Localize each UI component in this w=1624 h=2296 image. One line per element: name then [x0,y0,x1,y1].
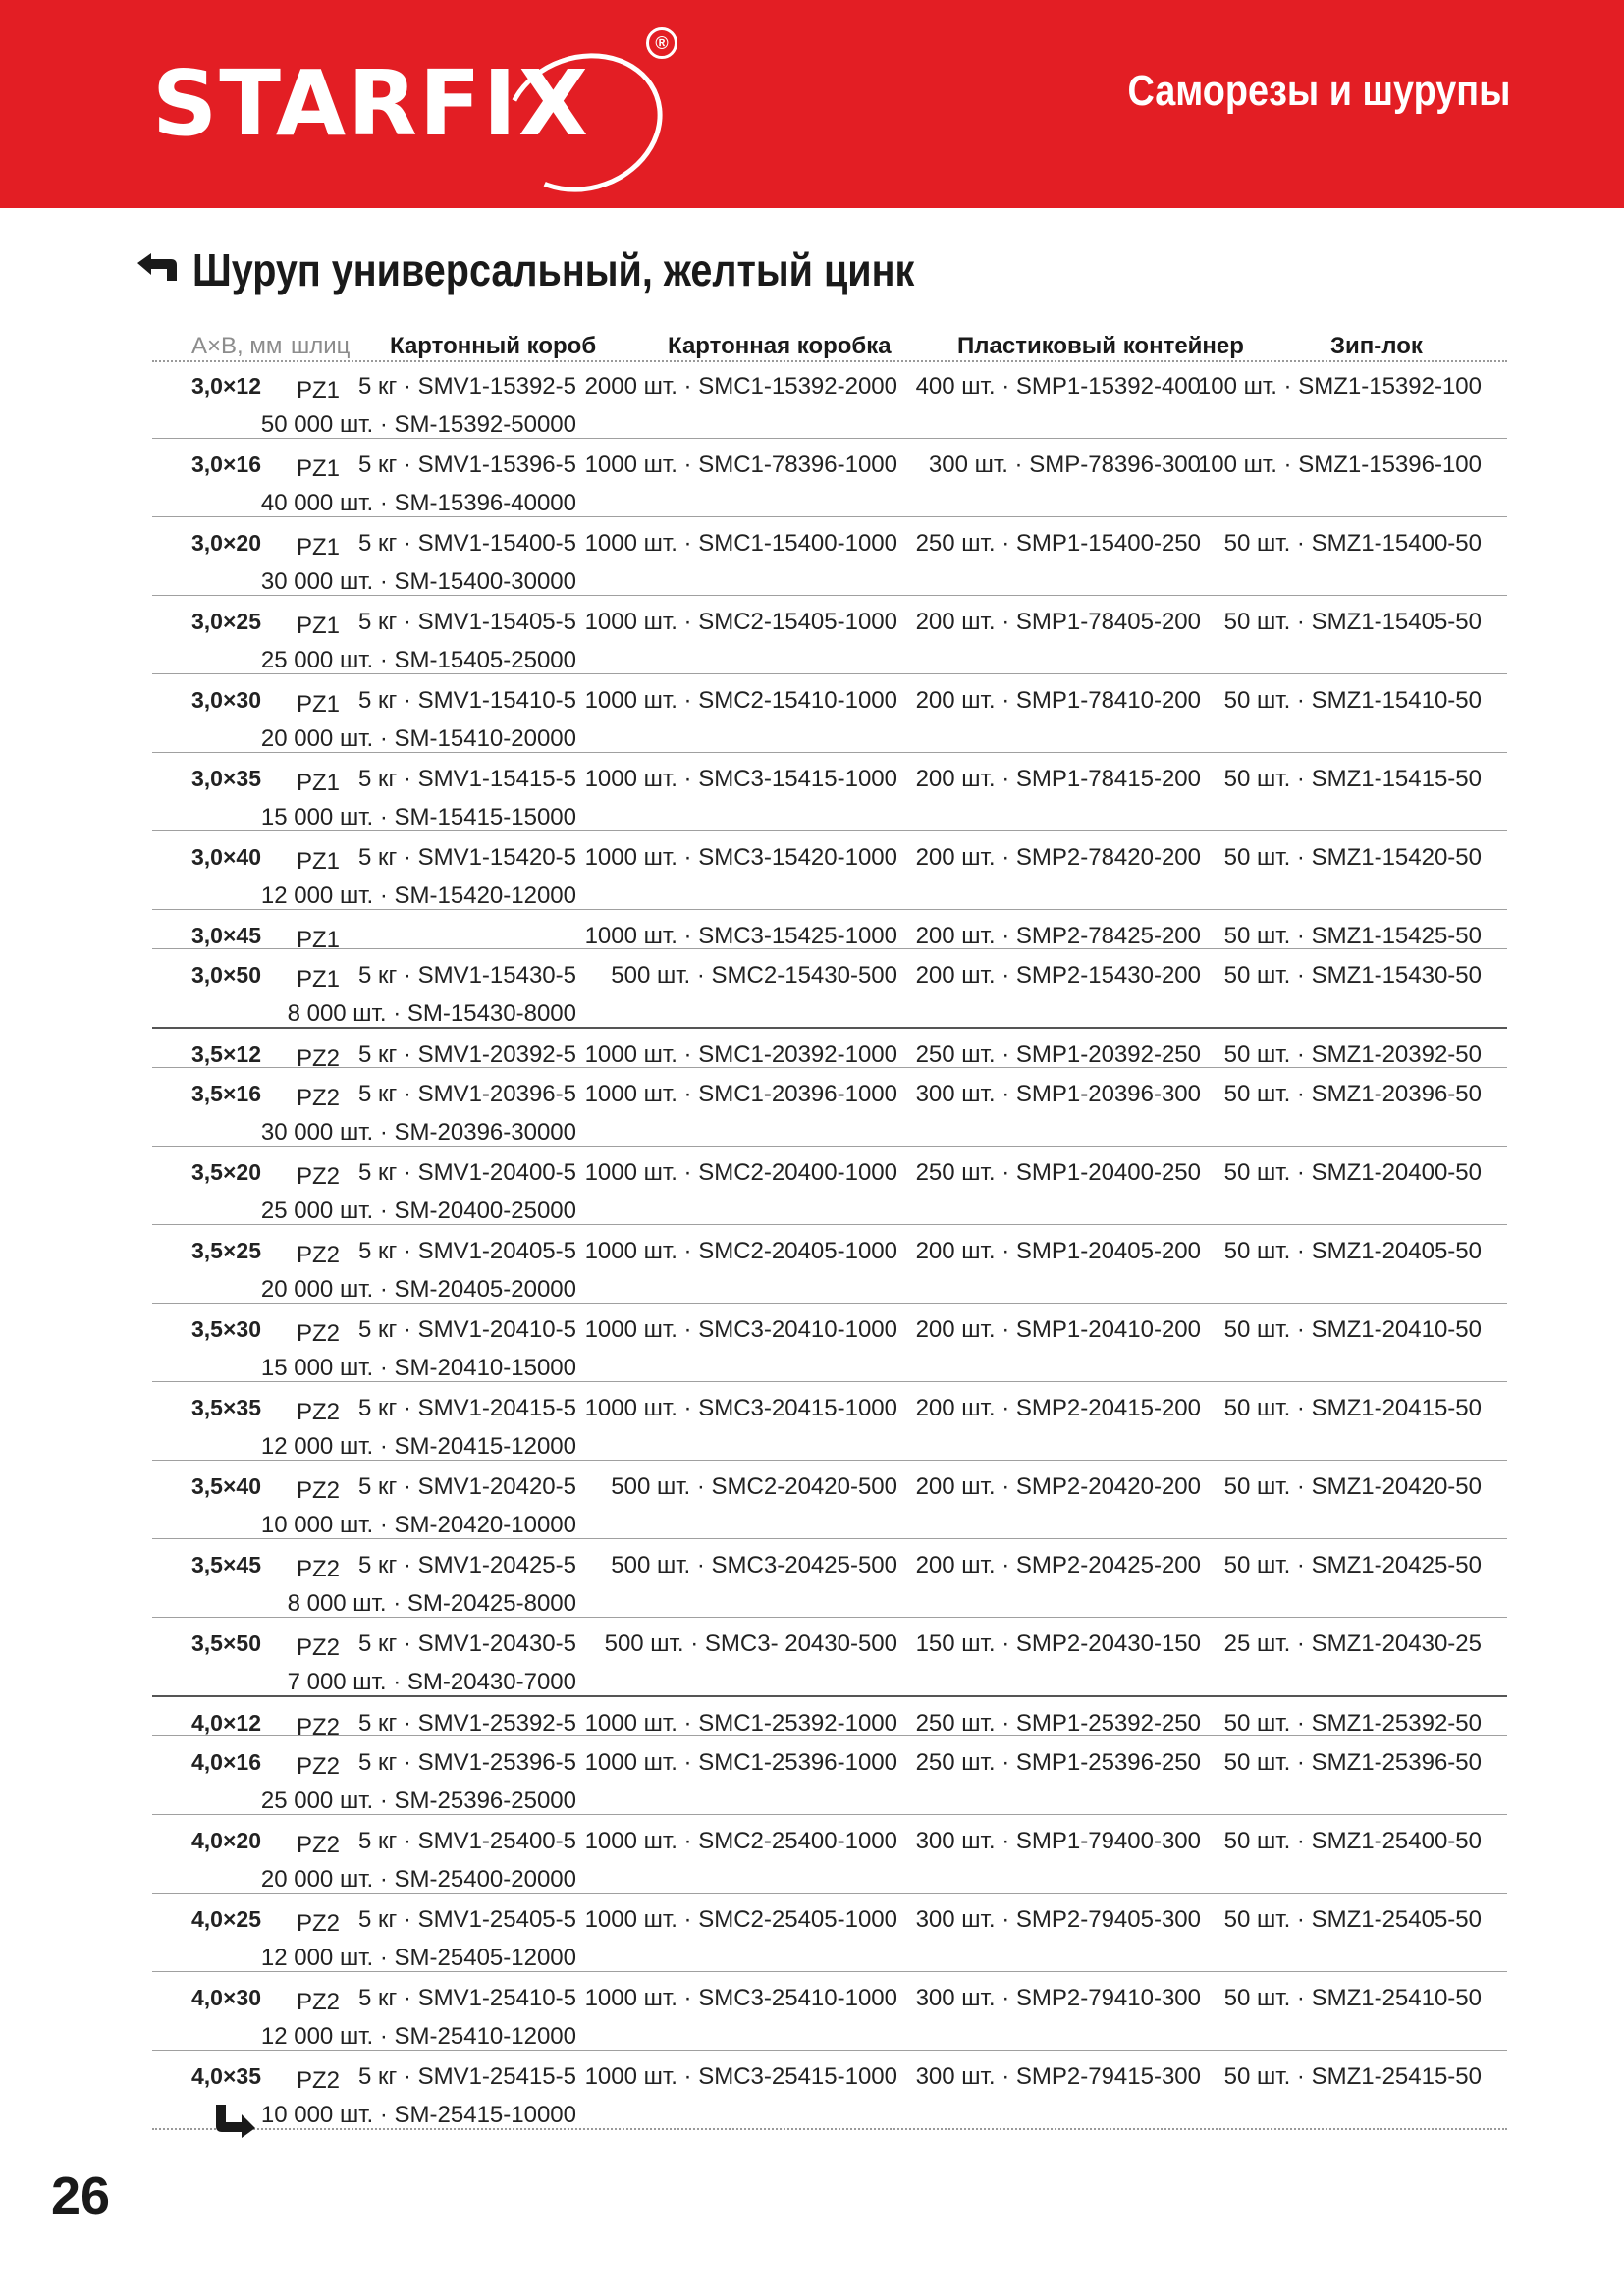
table-header [152,327,1507,362]
table-row [152,1029,1507,1072]
slot-cell: PZ2 [297,1832,341,1858]
table-row [152,1697,1507,1740]
carton-box-count-cell: 40 000 шт. · SM-15396-40000 [260,490,576,516]
ziplock-cell: 50 шт. · SMZ1-20425-50 [1223,1552,1482,1578]
size-cell: 3,5×12 [191,1041,261,1067]
table-row [152,1815,1507,1894]
plastic-container-cell: 200 шт. · SMP1-20410-200 [915,1316,1201,1343]
table-row [152,1225,1507,1304]
carton-box-count-cell: 50 000 шт. · SM-15392-50000 [260,411,576,438]
plastic-container-cell: 250 шт. · SMP1-15400-250 [915,530,1201,557]
carton-box-weight-cell: 5 кг · SMV1-20420-5 [357,1473,576,1500]
carton-box-weight-cell: 5 кг · SMV1-15420-5 [357,844,576,871]
plastic-container-cell: 200 шт. · SMP2-78425-200 [915,923,1201,949]
header-banner [0,0,1624,208]
plastic-container-cell: 200 шт. · SMP2-20415-200 [915,1395,1201,1421]
size-cell: 3,0×20 [191,530,261,556]
ziplock-cell: 50 шт. · SMZ1-25410-50 [1223,1985,1482,2011]
slot-cell: PZ2 [297,1477,341,1504]
cardboard-box-cell: 500 шт. · SMC3- 20430-500 [604,1630,897,1657]
carton-box-count-cell: 12 000 шт. · SM-25410-12000 [260,2023,576,2050]
slot-cell: PZ1 [297,770,341,796]
ziplock-cell: 50 шт. · SMZ1-15400-50 [1223,530,1482,557]
carton-box-weight-cell: 5 кг · SMV1-20405-5 [357,1238,576,1264]
brand-logo: STARFIX [152,51,590,156]
ziplock-cell: 50 шт. · SMZ1-20410-50 [1223,1316,1482,1343]
ziplock-cell: 50 шт. · SMZ1-15420-50 [1223,844,1482,871]
cardboard-box-cell: 1000 шт. · SMC3-15420-1000 [584,844,897,871]
table-row [152,1068,1507,1147]
table-row [152,1382,1507,1461]
slot-cell: PZ2 [297,1714,341,1740]
slot-cell: PZ1 [297,455,341,482]
ziplock-cell: 50 шт. · SMZ1-15405-50 [1223,609,1482,635]
carton-box-count-cell: 12 000 шт. · SM-25405-12000 [260,1945,576,1971]
slot-cell: PZ1 [297,966,341,992]
table-row [152,1461,1507,1539]
size-cell: 3,5×25 [191,1238,261,1263]
table-row [152,1147,1507,1225]
plastic-container-cell: 250 шт. · SMP1-25396-250 [915,1749,1201,1776]
cardboard-box-cell: 500 шт. · SMC2-15430-500 [611,962,897,988]
ziplock-cell: 50 шт. · SMZ1-20405-50 [1223,1238,1482,1264]
cardboard-box-cell: 1000 шт. · SMC2-25400-1000 [584,1828,897,1854]
ziplock-cell: 50 шт. · SMZ1-20396-50 [1223,1081,1482,1107]
category-title: Саморезы и шурупы [1127,67,1510,115]
cardboard-box-cell: 1000 шт. · SMC2-15405-1000 [584,609,897,635]
cardboard-box-cell: 1000 шт. · SMC1-78396-1000 [584,452,897,478]
table-row [152,753,1507,831]
carton-box-weight-cell: 5 кг · SMV1-15430-5 [357,962,576,988]
ziplock-cell: 100 шт. · SMZ1-15396-100 [1197,452,1482,478]
forward-arrow-icon [214,2103,257,2138]
plastic-container-cell: 200 шт. · SMP2-20420-200 [915,1473,1201,1500]
table-row [152,1736,1507,1815]
page-number: 26 [51,2166,111,2225]
ziplock-cell: 50 шт. · SMZ1-15430-50 [1223,962,1482,988]
size-cell: 3,0×40 [191,844,261,870]
col-cardboard-box-header: Картонная коробка [668,333,892,359]
cardboard-box-cell: 1000 шт. · SMC3-20410-1000 [584,1316,897,1343]
carton-box-count-cell: 25 000 шт. · SM-20400-25000 [260,1198,576,1224]
slot-cell: PZ2 [297,1163,341,1190]
ziplock-cell: 50 шт. · SMZ1-20420-50 [1223,1473,1482,1500]
size-cell: 3,5×45 [191,1552,261,1577]
section-title: Шуруп универсальный, желтый цинк [192,244,915,295]
slot-cell: PZ2 [297,1753,341,1780]
plastic-container-cell: 200 шт. · SMP1-78405-200 [915,609,1201,635]
plastic-container-cell: 300 шт. · SMP-78396-300 [928,452,1201,478]
size-cell: 4,0×30 [191,1985,261,2010]
size-cell: 3,0×16 [191,452,261,477]
carton-box-weight-cell: 5 кг · SMV1-25415-5 [357,2063,576,2090]
plastic-container-cell: 300 шт. · SMP2-79410-300 [915,1985,1201,2011]
slot-cell: PZ1 [297,613,341,639]
table-row [152,674,1507,753]
table-row [152,360,1507,439]
carton-box-weight-cell: 5 кг · SMV1-20396-5 [357,1081,576,1107]
ziplock-cell: 50 шт. · SMZ1-25415-50 [1223,2063,1482,2090]
size-cell: 4,0×25 [191,1906,261,1932]
table-row [152,949,1507,1029]
carton-box-count-cell: 25 000 шт. · SM-25396-25000 [260,1788,576,1814]
carton-box-weight-cell: 5 кг · SMV1-20430-5 [357,1630,576,1657]
slot-cell: PZ2 [297,2067,341,2094]
slot-cell: PZ2 [297,1085,341,1111]
ziplock-cell: 50 шт. · SMZ1-20400-50 [1223,1159,1482,1186]
size-cell: 3,0×25 [191,609,261,634]
size-cell: 4,0×12 [191,1710,261,1735]
plastic-container-cell: 200 шт. · SMP1-78415-200 [915,766,1201,792]
cardboard-box-cell: 1000 шт. · SMC3-20415-1000 [584,1395,897,1421]
carton-box-weight-cell: 5 кг · SMV1-15410-5 [357,687,576,714]
carton-box-weight-cell: 5 кг · SMV1-20425-5 [357,1552,576,1578]
plastic-container-cell: 200 шт. · SMP1-78410-200 [915,687,1201,714]
carton-box-weight-cell: 5 кг · SMV1-25410-5 [357,1985,576,2011]
size-cell: 3,5×20 [191,1159,261,1185]
cardboard-box-cell: 1000 шт. · SMC3-15415-1000 [584,766,897,792]
size-cell: 3,5×50 [191,1630,261,1656]
cardboard-box-cell: 500 шт. · SMC3-20425-500 [611,1552,897,1578]
size-cell: 4,0×16 [191,1749,261,1775]
cardboard-box-cell: 1000 шт. · SMC1-25392-1000 [584,1710,897,1736]
carton-box-count-cell: 8 000 шт. · SM-15430-8000 [287,1000,576,1027]
plastic-container-cell: 200 шт. · SMP1-20405-200 [915,1238,1201,1264]
table-row [152,910,1507,953]
slot-cell: PZ1 [297,377,341,403]
size-cell: 3,0×12 [191,373,261,399]
plastic-container-cell: 200 шт. · SMP2-78420-200 [915,844,1201,871]
carton-box-count-cell: 12 000 шт. · SM-15420-12000 [260,882,576,909]
plastic-container-cell: 400 шт. · SMP1-15392-400 [915,373,1201,400]
carton-box-weight-cell: 5 кг · SMV1-15405-5 [357,609,576,635]
carton-box-weight-cell: 5 кг · SMV1-15400-5 [357,530,576,557]
slot-cell: PZ2 [297,1989,341,2015]
cardboard-box-cell: 1000 шт. · SMC3-15425-1000 [584,923,897,949]
slot-cell: PZ1 [297,927,341,953]
cardboard-box-cell: 1000 шт. · SMC3-25410-1000 [584,1985,897,2011]
slot-cell: PZ2 [297,1399,341,1425]
carton-box-count-cell: 10 000 шт. · SM-25415-10000 [260,2102,576,2128]
carton-box-weight-cell: 5 кг · SMV1-20410-5 [357,1316,576,1343]
size-cell: 3,0×30 [191,687,261,713]
plastic-container-cell: 150 шт. · SMP2-20430-150 [915,1630,1201,1657]
col-slot-header: шлиц [291,333,351,359]
slot-cell: PZ2 [297,1320,341,1347]
back-arrow-icon [135,251,179,283]
carton-box-weight-cell: 5 кг · SMV1-15396-5 [357,452,576,478]
size-cell: 4,0×35 [191,2063,261,2089]
table-row [152,1894,1507,1972]
col-ziplock-header: Зип-лок [1330,333,1423,359]
slot-cell: PZ1 [297,848,341,875]
carton-box-count-cell: 25 000 шт. · SM-15405-25000 [260,647,576,673]
carton-box-weight-cell: 5 кг · SMV1-15392-5 [357,373,576,400]
ziplock-cell: 50 шт. · SMZ1-25392-50 [1223,1710,1482,1736]
carton-box-weight-cell: 5 кг · SMV1-25392-5 [357,1710,576,1736]
cardboard-box-cell: 500 шт. · SMC2-20420-500 [611,1473,897,1500]
slot-cell: PZ1 [297,534,341,561]
carton-box-weight-cell: 5 кг · SMV1-20400-5 [357,1159,576,1186]
carton-box-count-cell: 7 000 шт. · SM-20430-7000 [287,1669,576,1695]
cardboard-box-cell: 1000 шт. · SMC2-15410-1000 [584,687,897,714]
size-cell: 3,0×45 [191,923,261,948]
carton-box-count-cell: 10 000 шт. · SM-20420-10000 [260,1512,576,1538]
slot-cell: PZ2 [297,1910,341,1937]
size-cell: 3,0×35 [191,766,261,791]
carton-box-weight-cell: 5 кг · SMV1-20392-5 [357,1041,576,1068]
plastic-container-cell: 250 шт. · SMP1-25392-250 [915,1710,1201,1736]
slot-cell: PZ1 [297,691,341,718]
ziplock-cell: 25 шт. · SMZ1-20430-25 [1223,1630,1482,1657]
table-row [152,517,1507,596]
plastic-container-cell: 300 шт. · SMP1-20396-300 [915,1081,1201,1107]
ziplock-cell: 50 шт. · SMZ1-20392-50 [1223,1041,1482,1068]
carton-box-count-cell: 8 000 шт. · SM-20425-8000 [287,1590,576,1617]
table-row [152,596,1507,674]
slot-cell: PZ2 [297,1242,341,1268]
size-cell: 3,5×30 [191,1316,261,1342]
table-row [152,1972,1507,2051]
carton-box-weight-cell: 5 кг · SMV1-25396-5 [357,1749,576,1776]
ziplock-cell: 50 шт. · SMZ1-25405-50 [1223,1906,1482,1933]
ziplock-cell: 50 шт. · SMZ1-20415-50 [1223,1395,1482,1421]
cardboard-box-cell: 1000 шт. · SMC1-20396-1000 [584,1081,897,1107]
table-row [152,1618,1507,1697]
cardboard-box-cell: 1000 шт. · SMC2-20400-1000 [584,1159,897,1186]
plastic-container-cell: 300 шт. · SMP2-79415-300 [915,2063,1201,2090]
size-cell: 3,5×16 [191,1081,261,1106]
table-row [152,1539,1507,1618]
carton-box-count-cell: 12 000 шт. · SM-20415-12000 [260,1433,576,1460]
size-cell: 4,0×20 [191,1828,261,1853]
carton-box-weight-cell: 5 кг · SMV1-25405-5 [357,1906,576,1933]
ziplock-cell: 50 шт. · SMZ1-25396-50 [1223,1749,1482,1776]
plastic-container-cell: 250 шт. · SMP1-20400-250 [915,1159,1201,1186]
ziplock-cell: 100 шт. · SMZ1-15392-100 [1197,373,1482,400]
product-table [152,360,1507,2130]
cardboard-box-cell: 1000 шт. · SMC3-25415-1000 [584,2063,897,2090]
cardboard-box-cell: 1000 шт. · SMC2-20405-1000 [584,1238,897,1264]
ziplock-cell: 50 шт. · SMZ1-15415-50 [1223,766,1482,792]
slot-cell: PZ2 [297,1634,341,1661]
table-row [152,831,1507,910]
table-row [152,1304,1507,1382]
registered-mark: ® [646,27,677,59]
ziplock-cell: 50 шт. · SMZ1-15425-50 [1223,923,1482,949]
plastic-container-cell: 200 шт. · SMP2-15430-200 [915,962,1201,988]
ziplock-cell: 50 шт. · SMZ1-25400-50 [1223,1828,1482,1854]
plastic-container-cell: 250 шт. · SMP1-20392-250 [915,1041,1201,1068]
carton-box-weight-cell: 5 кг · SMV1-25400-5 [357,1828,576,1854]
plastic-container-cell: 300 шт. · SMP1-79400-300 [915,1828,1201,1854]
carton-box-weight-cell: 5 кг · SMV1-20415-5 [357,1395,576,1421]
cardboard-box-cell: 2000 шт. · SMC1-15392-2000 [584,373,897,400]
ziplock-cell: 50 шт. · SMZ1-15410-50 [1223,687,1482,714]
cardboard-box-cell: 1000 шт. · SMC2-25405-1000 [584,1906,897,1933]
carton-box-count-cell: 30 000 шт. · SM-20396-30000 [260,1119,576,1146]
size-cell: 3,0×50 [191,962,261,988]
carton-box-count-cell: 20 000 шт. · SM-15410-20000 [260,725,576,752]
cardboard-box-cell: 1000 шт. · SMC1-15400-1000 [584,530,897,557]
carton-box-count-cell: 30 000 шт. · SM-15400-30000 [260,568,576,595]
cardboard-box-cell: 1000 шт. · SMC1-25396-1000 [584,1749,897,1776]
carton-box-count-cell: 20 000 шт. · SM-25400-20000 [260,1866,576,1893]
plastic-container-cell: 300 шт. · SMP2-79405-300 [915,1906,1201,1933]
col-plastic-header: Пластиковый контейнер [957,333,1244,359]
col-size-header: A×B, мм [191,333,283,359]
table-row [152,2051,1507,2130]
col-carton-box-header: Картонный короб [390,333,597,359]
carton-box-count-cell: 15 000 шт. · SM-15415-15000 [260,804,576,830]
carton-box-count-cell: 15 000 шт. · SM-20410-15000 [260,1355,576,1381]
size-cell: 3,5×35 [191,1395,261,1420]
carton-box-count-cell: 20 000 шт. · SM-20405-20000 [260,1276,576,1303]
slot-cell: PZ2 [297,1045,341,1072]
table-row [152,439,1507,517]
plastic-container-cell: 200 шт. · SMP2-20425-200 [915,1552,1201,1578]
cardboard-box-cell: 1000 шт. · SMC1-20392-1000 [584,1041,897,1068]
slot-cell: PZ2 [297,1556,341,1582]
carton-box-weight-cell: 5 кг · SMV1-15415-5 [357,766,576,792]
size-cell: 3,5×40 [191,1473,261,1499]
